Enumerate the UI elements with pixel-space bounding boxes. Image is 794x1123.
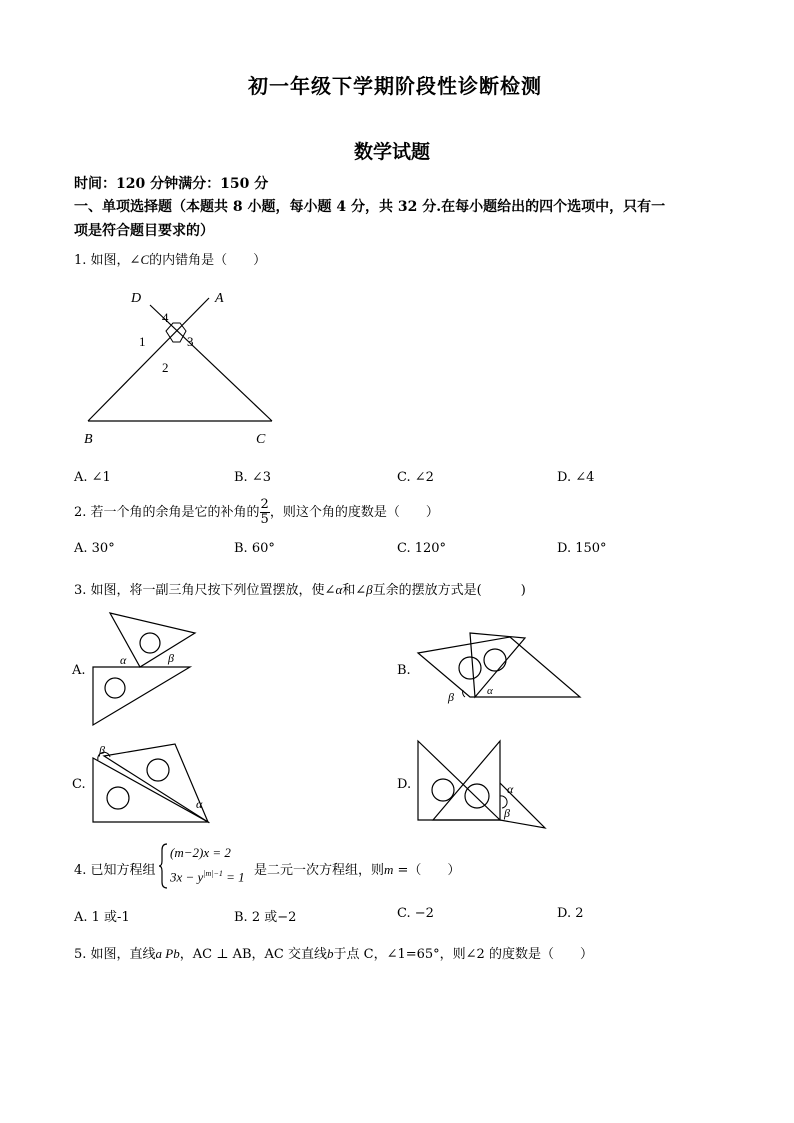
q3a-alpha: α [120, 653, 127, 667]
q1-option-b[interactable]: B. ∠3 [234, 470, 271, 485]
question-1 [74, 249, 266, 268]
q1-var: C [140, 252, 150, 267]
q3-text-after: 互余的摆放方式是( ) [372, 583, 526, 598]
q2-frac-num: 2 [260, 497, 269, 512]
q1-option-d[interactable]: D. ∠4 [557, 470, 595, 485]
q5-text3: 于点 C，∠1=65°，则∠2 的度数是（ ） [333, 947, 593, 962]
q3-option-d-label[interactable]: D. [397, 777, 412, 792]
fig-label-C: C [256, 432, 266, 447]
question-2 [74, 493, 439, 533]
q4-option-b[interactable]: B. 2 或−2 [234, 910, 297, 925]
fig-angle-4: 4 [162, 310, 169, 325]
q2-text-before: 2. 若一个角的余角是它的补角的 [74, 505, 260, 520]
q4-eq2-exp: |m|−1 [203, 869, 223, 878]
q4-eq2-a: 3x − y [170, 869, 204, 885]
q2-option-d[interactable]: D. 150° [557, 541, 607, 556]
q5-rel: a Pb [155, 946, 180, 961]
fig-angle-3: 3 [187, 334, 194, 349]
q3-alpha: α [335, 582, 343, 597]
q3-option-b-label[interactable]: B. [397, 663, 411, 678]
fig-angle-1: 1 [139, 334, 146, 349]
q3b-beta: β [448, 690, 454, 704]
q3a-beta: β [168, 651, 174, 665]
q3-text-mid: 和∠ [342, 583, 367, 598]
q4-var: m [384, 862, 394, 877]
q3-option-a-figure[interactable] [90, 610, 200, 730]
fig-angle-2: 2 [162, 360, 169, 375]
q3-option-c-label[interactable]: C. [72, 777, 86, 792]
section-heading-line2: 项是符合题目要求的） [74, 223, 214, 239]
time-info: 时间：120 分钟满分：150 分 [74, 176, 269, 192]
section-heading-line1: 一、单项选择题（本题共 8 小题，每小题 4 分，共 32 分.在每小题给出的四个选项中，只有一 [74, 199, 666, 215]
q3c-beta: β [99, 743, 105, 757]
q2-fraction [260, 498, 270, 527]
q1-text-before: 1. 如图，∠ [74, 253, 141, 268]
q2-option-a[interactable]: A. 30° [74, 541, 115, 556]
document-subtitle: 数学试题 [354, 141, 431, 163]
question-4-prefix: 4. 已知方程组 [74, 863, 156, 878]
question-5 [74, 943, 593, 962]
q2-option-c[interactable]: C. 120° [397, 541, 447, 556]
fig-label-D: D [131, 291, 142, 306]
q1-text-after: 的内错角是（ ） [149, 253, 267, 268]
q2-text-after: ，则这个角的度数是（ ） [269, 505, 439, 520]
question-3 [74, 579, 526, 598]
q1-option-c[interactable]: C. ∠2 [397, 470, 434, 485]
q3-text-before: 3. 如图，将一副三角尺按下列位置摆放，使∠ [74, 583, 336, 598]
q3-option-d-figure[interactable] [415, 738, 550, 833]
q4-option-c[interactable]: C. −2 [397, 906, 434, 921]
q4-brace [158, 842, 168, 890]
q3b-alpha: α [487, 685, 493, 697]
q5-b: b [326, 946, 334, 961]
q3-option-b-figure[interactable] [415, 630, 585, 705]
q4-eq2-b: = 1 [222, 869, 245, 885]
q4-option-d[interactable]: D. 2 [557, 906, 584, 921]
q3c-alpha: α [196, 797, 203, 811]
q3d-beta: β [504, 806, 510, 820]
q4-text-end: =（ ） [393, 863, 461, 878]
q2-frac-den: 5 [260, 512, 269, 527]
q5-text2: ，AC ⊥ AB，AC 交直线 [179, 947, 327, 962]
q3-beta: β [366, 582, 373, 597]
question-4-suffix [254, 859, 460, 878]
q4-text-after: 是二元一次方程组，则 [254, 863, 385, 878]
fig-label-A: A [215, 291, 224, 306]
q3d-alpha: α [507, 782, 514, 796]
q4-equation-1: (m−2)x = 2 [170, 845, 231, 860]
q3-option-c-figure[interactable] [90, 740, 210, 825]
fig-label-B: B [84, 432, 93, 447]
q3-option-a-label[interactable]: A. [72, 663, 86, 678]
q5-text: 5. 如图，直线 [74, 947, 156, 962]
q4-equation-2 [170, 869, 245, 885]
q2-option-b[interactable]: B. 60° [234, 541, 275, 556]
q1-figure [80, 285, 285, 450]
q4-option-a[interactable]: A. 1 或-1 [74, 910, 130, 925]
q1-option-a[interactable]: A. ∠1 [74, 470, 111, 485]
document-title: 初一年级下学期阶段性诊断检测 [248, 74, 542, 98]
